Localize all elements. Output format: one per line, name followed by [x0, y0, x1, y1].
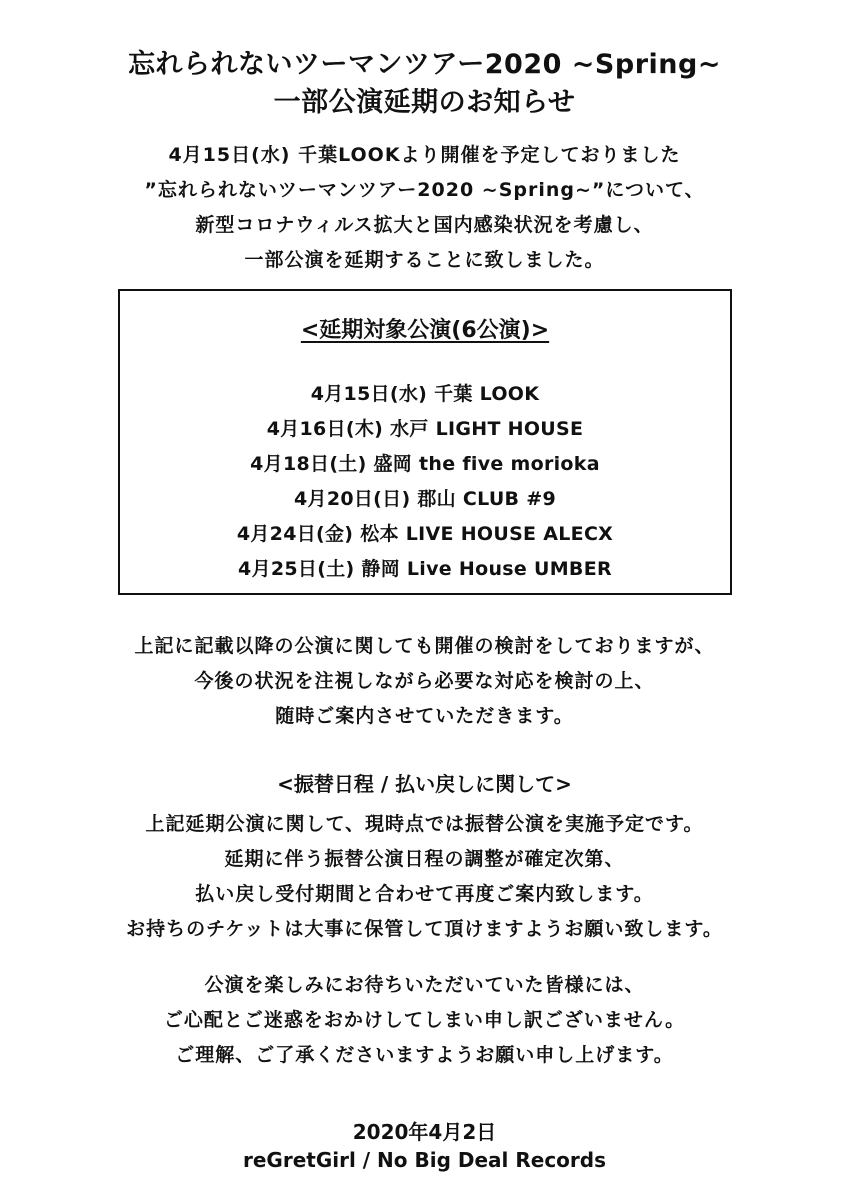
show-item: 4月25日(土) 静岡 Live House UMBER: [238, 558, 612, 580]
later-shows-line: 今後の状況を注視しながら必要な対応を検討の上、: [194, 670, 655, 692]
refund-line: 上記延期公演に関して、現時点では振替公演を実施予定です。: [145, 813, 704, 835]
later-shows-line: 上記に記載以降の公演に関しても開催の検討をしておりますが、: [134, 635, 715, 657]
show-item: 4月16日(木) 水戸 LIGHT HOUSE: [266, 418, 584, 440]
apology-line: 公演を楽しみにお待ちいただいていた皆様には、: [204, 974, 645, 996]
signature: reGretGirl / No Big Deal Records: [243, 1148, 606, 1172]
refund-line: お持ちのチケットは大事に保管して頂けますようお願い致します。: [126, 918, 723, 940]
show-item: 4月20日(日) 郡山 CLUB #9: [294, 488, 556, 510]
issue-date: 2020年4月2日: [352, 1120, 497, 1144]
show-item: 4月15日(水) 千葉 LOOK: [310, 383, 540, 405]
postponed-shows-heading: <延期対象公演(6公演)>: [300, 318, 550, 343]
refund-line: 延期に伴う振替公演日程の調整が確定次第、: [224, 848, 625, 870]
postponed-shows-box: [118, 289, 732, 595]
intro-line: 新型コロナウィルス拡大と国内感染状況を考慮し、: [195, 214, 654, 236]
intro-line: ”忘れられないツーマンツアー2020 ~Spring~”について、: [144, 179, 705, 201]
intro-line: 一部公演を延期することに致しました。: [244, 249, 605, 271]
later-shows-line: 随時ご案内させていただきます。: [275, 705, 574, 727]
show-item: 4月18日(土) 盛岡 the five morioka: [250, 453, 600, 475]
page-subtitle: 一部公演延期のお知らせ: [273, 87, 576, 118]
apology-line: ご理解、ご了承くださいますようお願い申し上げます。: [175, 1044, 674, 1066]
refund-heading: <振替日程 / 払い戻しに関して>: [277, 772, 572, 796]
page-title: 忘れられないツーマンツアー2020 ~Spring~: [128, 49, 721, 80]
refund-line: 払い戻し受付期間と合わせて再度ご案内致します。: [195, 883, 654, 905]
show-item: 4月24日(金) 松本 LIVE HOUSE ALECX: [236, 523, 614, 545]
apology-line: ご心配とご迷惑をおかけしてしまい申し訳ございません。: [163, 1009, 686, 1031]
intro-line: 4月15日(水) 千葉LOOKより開催を予定しておりました: [168, 144, 681, 166]
